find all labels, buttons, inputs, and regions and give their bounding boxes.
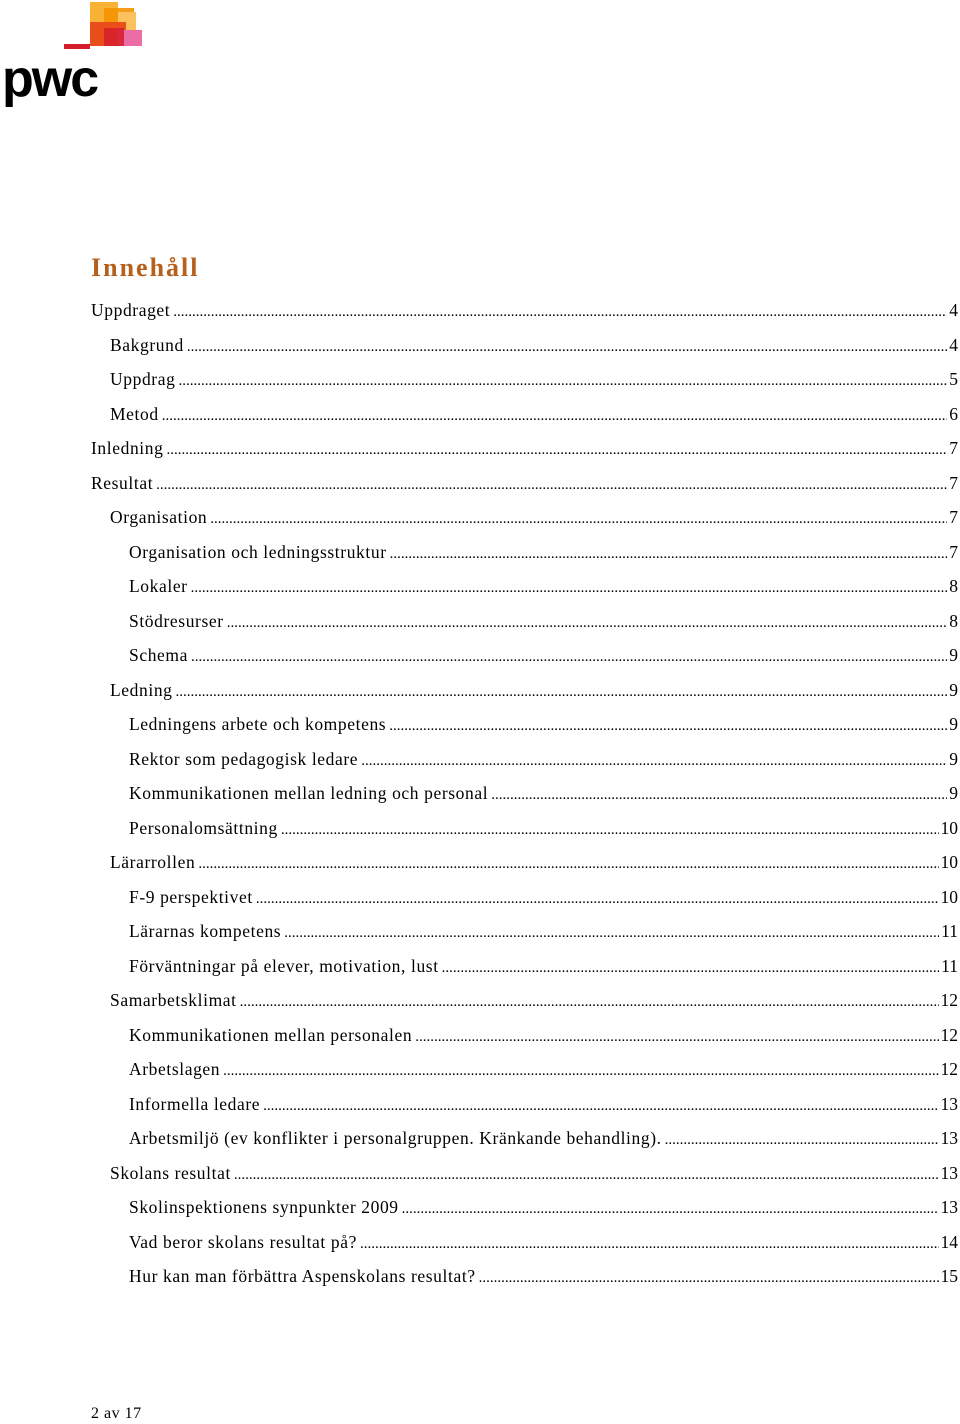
toc-entry-label: Ledning [110,679,173,700]
toc-entry-page: 9 [949,645,958,665]
toc-entry[interactable] [91,473,958,508]
toc-entry-page: 4 [949,300,958,320]
toc-entry-page: 6 [949,403,958,424]
toc-entry[interactable] [91,611,958,646]
toc-entry-page: 7 [949,541,958,562]
toc-entry[interactable] [91,852,958,887]
toc-entry-page: 13 [940,1197,958,1217]
page-number: 2 av 17 [91,1405,142,1422]
toc-dot-leader [389,718,947,735]
toc-entry-page: 9 [949,714,958,734]
toc-entry-page: 15 [940,1266,958,1286]
toc-dot-leader [162,408,948,425]
toc-dot-leader [390,546,948,563]
toc-entry[interactable] [91,369,958,404]
toc-dot-leader [281,822,939,839]
toc-entry-label: Uppdrag [110,369,176,389]
toc-entry[interactable] [91,1232,958,1267]
toc-entry-label: Organisation [110,507,208,527]
toc-dot-leader [176,684,948,701]
toc-entry-label: Rektor som pedagogisk ledare [129,748,359,769]
toc-entry[interactable] [91,1094,958,1129]
toc-entry[interactable] [91,404,958,439]
toc-entry-label: F-9 perspektivet [129,886,253,907]
toc-dot-leader [187,339,947,356]
toc-dot-leader [178,373,947,390]
toc-dot-leader [665,1132,939,1149]
toc-entry-label: Förväntningar på elever, motivation, lust [129,955,439,976]
toc-entry-page: 14 [940,1231,958,1252]
toc-entry-label: Vad beror skolans resultat på? [129,1231,357,1252]
toc-entry[interactable] [91,783,958,818]
toc-entry-label: Skolans resultat [110,1162,231,1183]
toc-entry-page: 9 [949,679,958,700]
toc-entry-label: Arbetsmiljö (ev konflikter i personalgruppen. Kränkande behandling). [129,1128,662,1148]
toc-entry-label: Schema [129,645,188,665]
toc-entry-page: 10 [940,886,958,907]
toc-entry-label: Lokaler [129,576,188,596]
toc-entry-label: Hur kan man förbättra Aspenskolans resultat? [129,1266,476,1286]
toc-entry-page: 8 [949,576,958,596]
toc-entry[interactable] [91,680,958,715]
toc-entry-page: 8 [949,610,958,631]
toc-dot-leader [210,511,947,528]
toc-dot-leader [256,891,939,908]
toc-entry[interactable] [91,887,958,922]
toc-entry[interactable] [91,956,958,991]
toc-entry[interactable] [91,438,958,473]
toc-dot-leader [156,477,947,494]
toc-dot-leader [223,1063,938,1080]
toc-dot-leader [227,615,948,632]
toc-dot-leader [361,753,947,770]
toc-dot-leader [240,994,939,1011]
toc-entry-page: 4 [949,334,958,355]
toc-dot-leader [402,1201,939,1218]
toc-entry[interactable] [91,1197,958,1232]
toc-entry[interactable] [91,921,958,956]
toc-dot-leader [234,1167,939,1184]
toc-entry-page: 10 [940,852,958,872]
toc-entry-label: Skolinspektionens synpunkter 2009 [129,1197,399,1217]
toc-entry[interactable] [91,1025,958,1060]
toc-entry-page: 7 [949,438,958,458]
toc-dot-leader [191,649,947,666]
toc-entry-page: 12 [940,1059,958,1079]
toc-entry[interactable] [91,542,958,577]
toc-entry-label: Resultat [91,472,154,493]
toc-dot-leader [479,1270,939,1287]
toc-entry-label: Organisation och ledningsstruktur [129,541,387,562]
toc-entry[interactable] [91,749,958,784]
toc-dot-leader [415,1029,938,1046]
toc-entry-label: Stödresurser [129,610,224,631]
pwc-logo [0,0,150,112]
toc-entry-page: 11 [941,955,958,976]
toc-dot-leader [173,304,947,321]
toc-entry[interactable] [91,300,958,335]
toc-entry[interactable] [91,1128,958,1163]
toc-entry-page: 9 [949,783,958,803]
toc-entry-page: 7 [949,507,958,527]
toc-entry-page: 13 [940,1093,958,1114]
toc-dot-leader [166,442,947,459]
toc-entry[interactable] [91,990,958,1025]
toc-dot-leader [360,1236,939,1253]
toc-entry-label: Lärarrollen [110,852,196,872]
toc-dot-leader [284,925,939,942]
table-of-contents [91,300,958,1301]
toc-entry-page: 9 [949,748,958,769]
toc-entry-label: Informella ledare [129,1093,261,1114]
toc-entry[interactable] [91,576,958,611]
toc-entry-label: Uppdraget [91,300,171,320]
toc-entry-page: 5 [949,369,958,389]
logo-wordmark: pwc [2,50,98,108]
toc-entry-page: 11 [941,921,958,941]
toc-entry[interactable] [91,1163,958,1198]
toc-entry[interactable] [91,507,958,542]
toc-entry-label: Samarbetsklimat [110,990,237,1010]
toc-title: Innehåll [91,253,200,282]
toc-entry-page: 12 [940,1024,958,1045]
toc-dot-leader [491,787,947,804]
toc-dot-leader [198,856,938,873]
toc-entry-label: Kommunikationen mellan ledning och personal [129,783,489,803]
toc-entry-label: Personalomsättning [129,817,278,838]
toc-entry-label: Inledning [91,438,164,458]
toc-entry[interactable] [91,645,958,680]
toc-entry-page: 7 [949,472,958,493]
toc-entry[interactable] [91,335,958,370]
toc-entry-label: Kommunikationen mellan personalen [129,1024,413,1045]
toc-dot-leader [442,960,939,977]
toc-entry-label: Metod [110,403,159,424]
toc-entry-page: 13 [940,1128,958,1148]
toc-entry[interactable] [91,818,958,853]
toc-entry-page: 13 [940,1162,958,1183]
toc-dot-leader [191,580,948,597]
toc-entry[interactable] [91,1059,958,1094]
toc-dot-leader [263,1098,938,1115]
toc-entry-label: Arbetslagen [129,1059,221,1079]
toc-entry[interactable] [91,1266,958,1301]
logo-block-red [104,28,124,46]
toc-entry-page: 10 [940,817,958,838]
logo-bar [64,44,90,49]
toc-entry[interactable] [91,714,958,749]
toc-entry-label: Ledningens arbete och kompetens [129,714,387,734]
toc-entry-label: Bakgrund [110,334,184,355]
toc-entry-page: 12 [940,990,958,1010]
toc-entry-label: Lärarnas kompetens [129,921,282,941]
